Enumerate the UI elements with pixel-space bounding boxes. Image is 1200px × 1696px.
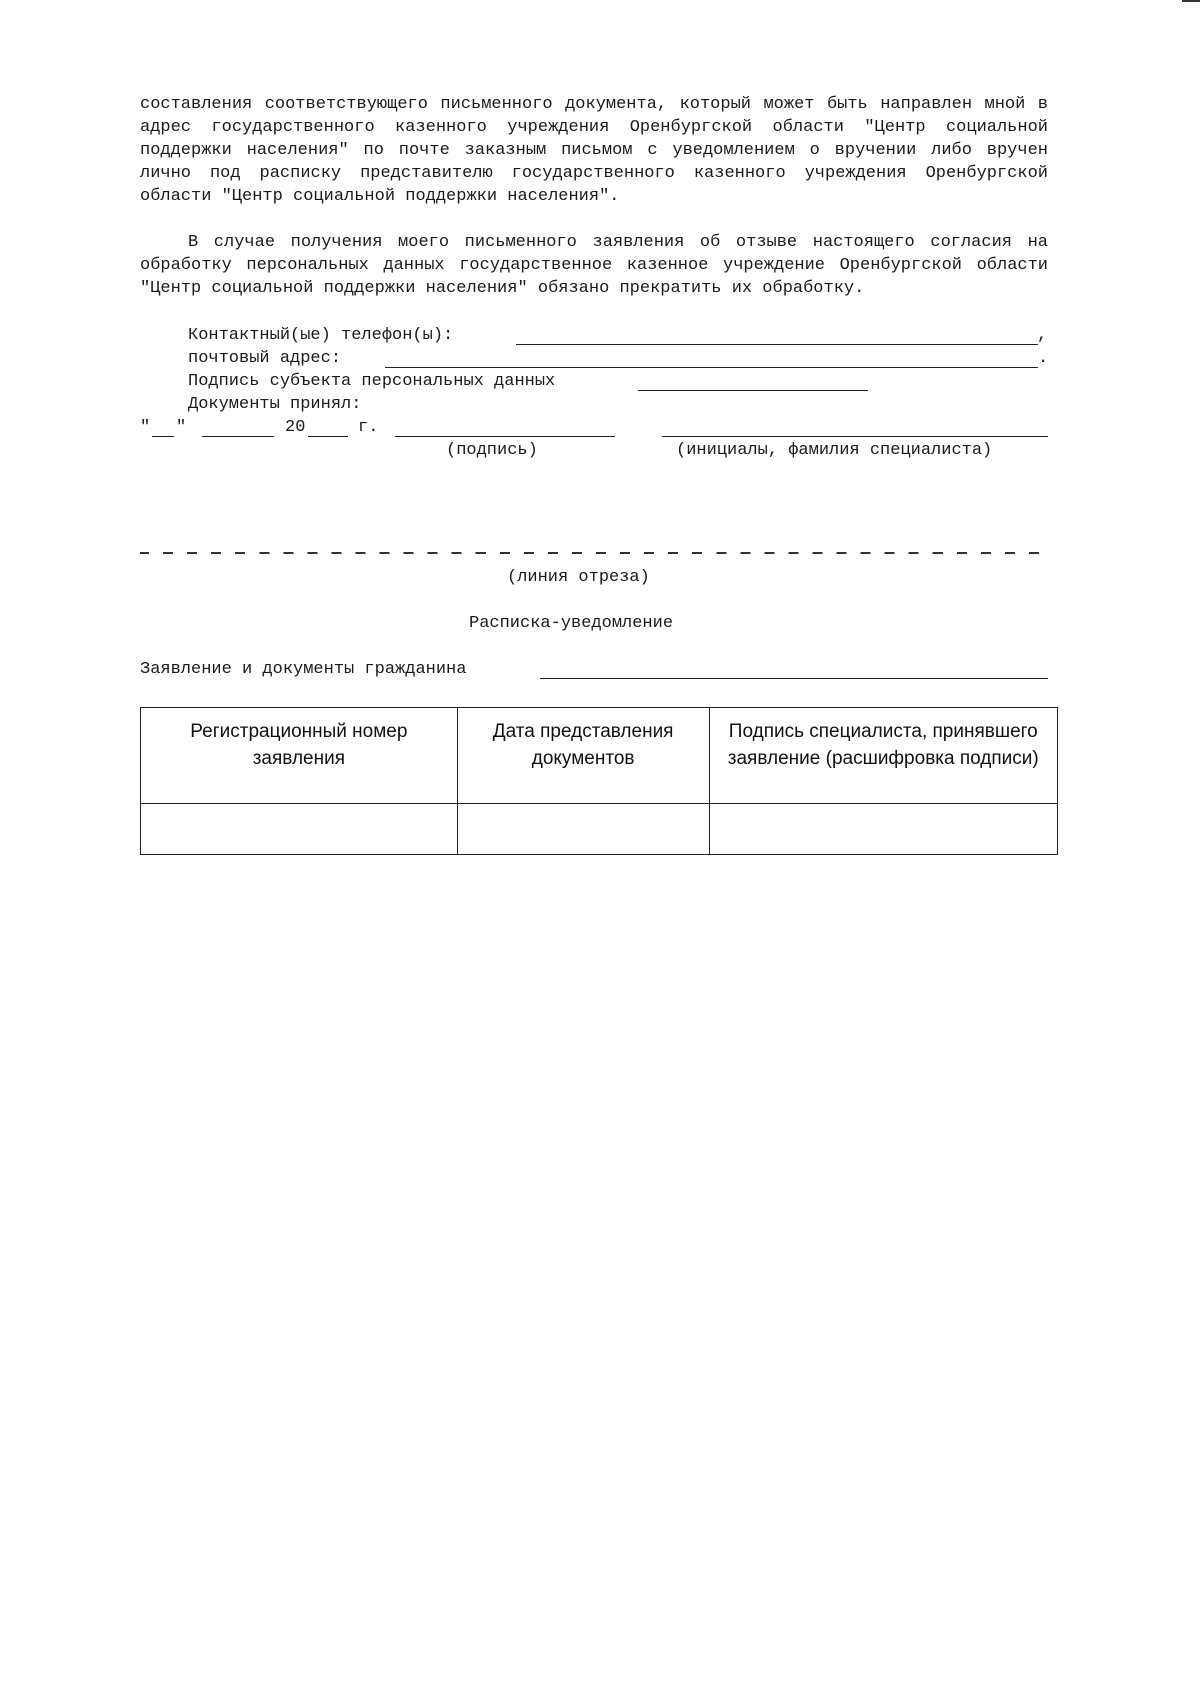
date-day-field[interactable]: [152, 436, 174, 437]
address-field-end: .: [1038, 349, 1049, 368]
address-label: почтовый адрес:: [188, 349, 342, 368]
consent-revocation-paragraph: В случае получения моего письменного заявления об отзыве настоящего согласия на обработку персональных данных государственное казенное учреждение Оренбургской области "Центр социальной поддержки населения" обязано прекратить их обработку.: [140, 233, 1048, 298]
citizen-label: Заявление и документы гражданина: [140, 660, 467, 679]
cell-specialist-signature[interactable]: [709, 804, 1057, 855]
phone-field[interactable]: [516, 344, 1038, 345]
header-registration-number: Регистрационный номер заявления: [141, 708, 458, 804]
scan-edge-mark: [1182, 0, 1200, 2]
specialist-caption: (инициалы, фамилия специалиста): [676, 441, 993, 460]
specialist-name-field[interactable]: [662, 436, 1048, 437]
date-quote-close: ": [176, 418, 187, 437]
cut-line-label: (линия отреза): [507, 568, 650, 587]
phone-field-end: ,: [1037, 326, 1048, 345]
date-quote-open: ": [140, 418, 151, 437]
subject-signature-label: Подпись субъекта персональных данных: [188, 372, 556, 391]
date-year-prefix: 20: [285, 418, 306, 437]
header-submission-date: Дата представления документов: [457, 708, 709, 804]
date-year-field[interactable]: [308, 436, 348, 437]
receipt-title: Расписка-уведомление: [469, 614, 674, 633]
subject-signature-field[interactable]: [638, 390, 868, 391]
specialist-signature-field[interactable]: [395, 436, 615, 437]
phone-label: Контактный(ые) телефон(ы):: [188, 326, 454, 345]
date-month-field[interactable]: [202, 436, 274, 437]
table-row: [141, 804, 1058, 855]
citizen-name-field[interactable]: [540, 678, 1048, 679]
consent-paragraph-continued: составления соответствующего письменного документа, который может быть направлен мной в адрес государственного казенного учреждения Оренбургской области "Центр социальной поддержки населения" по почте заказным письмом с уведомлением о вручении либо вручен лично под расписку представителю государственного казенного учреждения Оренбургской области "Центр социальной поддержки населения".: [140, 95, 1048, 206]
address-field[interactable]: [385, 367, 1038, 368]
cell-submission-date[interactable]: [457, 804, 709, 855]
receipt-table-header-row: [141, 708, 1058, 804]
receipt-table: [140, 707, 1058, 855]
date-year-suffix: г.: [358, 418, 379, 437]
cut-line: [140, 552, 1048, 554]
signature-caption: (подпись): [446, 441, 538, 460]
documents-accepted-label: Документы принял:: [188, 395, 362, 414]
header-specialist-signature: Подпись специалиста, принявшего заявление (расшифровка подписи): [709, 708, 1057, 804]
cell-registration-number[interactable]: [141, 804, 458, 855]
